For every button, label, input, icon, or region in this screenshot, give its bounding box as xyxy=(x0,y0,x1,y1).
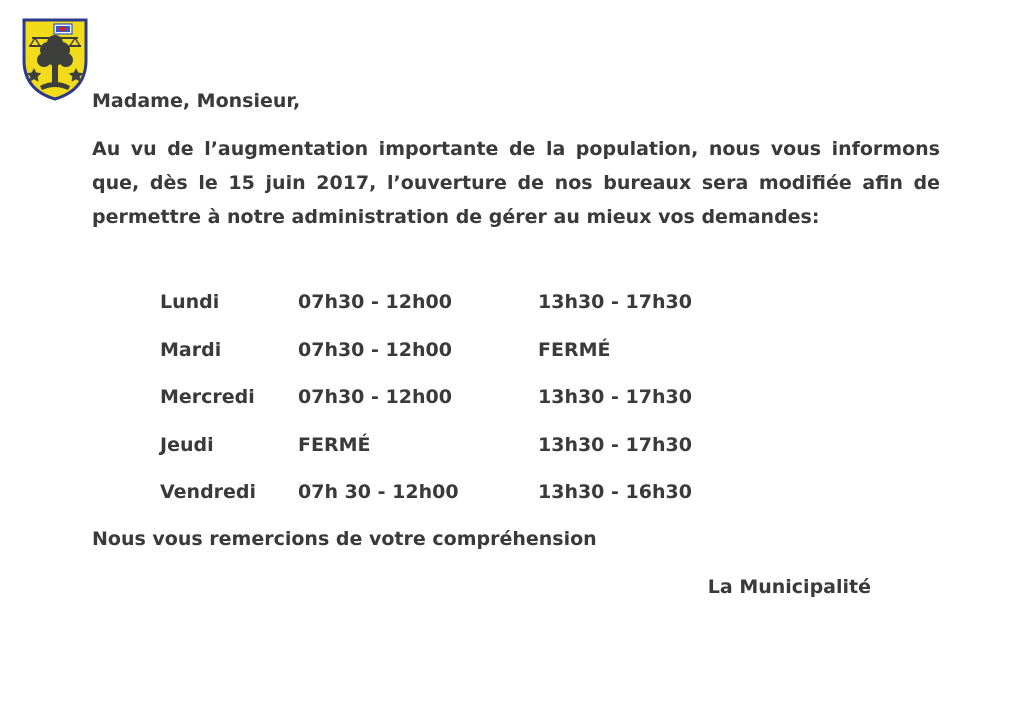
municipal-coat-of-arms-icon xyxy=(20,16,90,102)
schedule-morning-hours: 07h30 - 12h00 xyxy=(298,338,452,361)
letter-thanks: Nous vous remercions de votre compréhension xyxy=(92,528,597,550)
schedule-row xyxy=(160,333,760,381)
schedule-afternoon-hours: 13h30 - 17h30 xyxy=(538,291,692,313)
schedule-morning-hours: 07h30 - 12h00 xyxy=(298,291,452,313)
letter-greeting: Madame, Monsieur, xyxy=(92,90,301,112)
schedule-morning-hours: 07h 30 - 12h00 xyxy=(298,481,459,503)
letter-intro-paragraph: Au vu de l’augmentation importante de la population, nous vous informons que, dès le 15 juin 2017, l’ouverture de nos bureaux sera modifiée afin de permettre à notre administration de gérer au mieux vos demandes: xyxy=(92,138,940,228)
schedule-afternoon-hours: 13h30 - 17h30 xyxy=(538,386,692,408)
schedule-day: Mardi xyxy=(160,338,222,361)
schedule-row xyxy=(160,285,760,333)
schedule-day: Jeudi xyxy=(160,433,214,456)
schedule-row xyxy=(160,428,760,476)
schedule-day: Lundi xyxy=(160,291,220,313)
schedule-row xyxy=(160,380,760,428)
schedule-morning-hours: FERMÉ xyxy=(298,433,371,456)
schedule-afternoon-hours: 13h30 - 17h30 xyxy=(538,433,692,456)
letter-signature: La Municipalité xyxy=(707,576,871,598)
schedule-row xyxy=(160,475,760,523)
opening-hours-table xyxy=(160,285,760,523)
schedule-afternoon-hours: 13h30 - 16h30 xyxy=(538,481,692,503)
schedule-afternoon-hours: FERMÉ xyxy=(538,338,611,361)
schedule-day: Mercredi xyxy=(160,386,255,408)
schedule-morning-hours: 07h30 - 12h00 xyxy=(298,386,452,408)
schedule-day: Vendredi xyxy=(160,481,257,503)
